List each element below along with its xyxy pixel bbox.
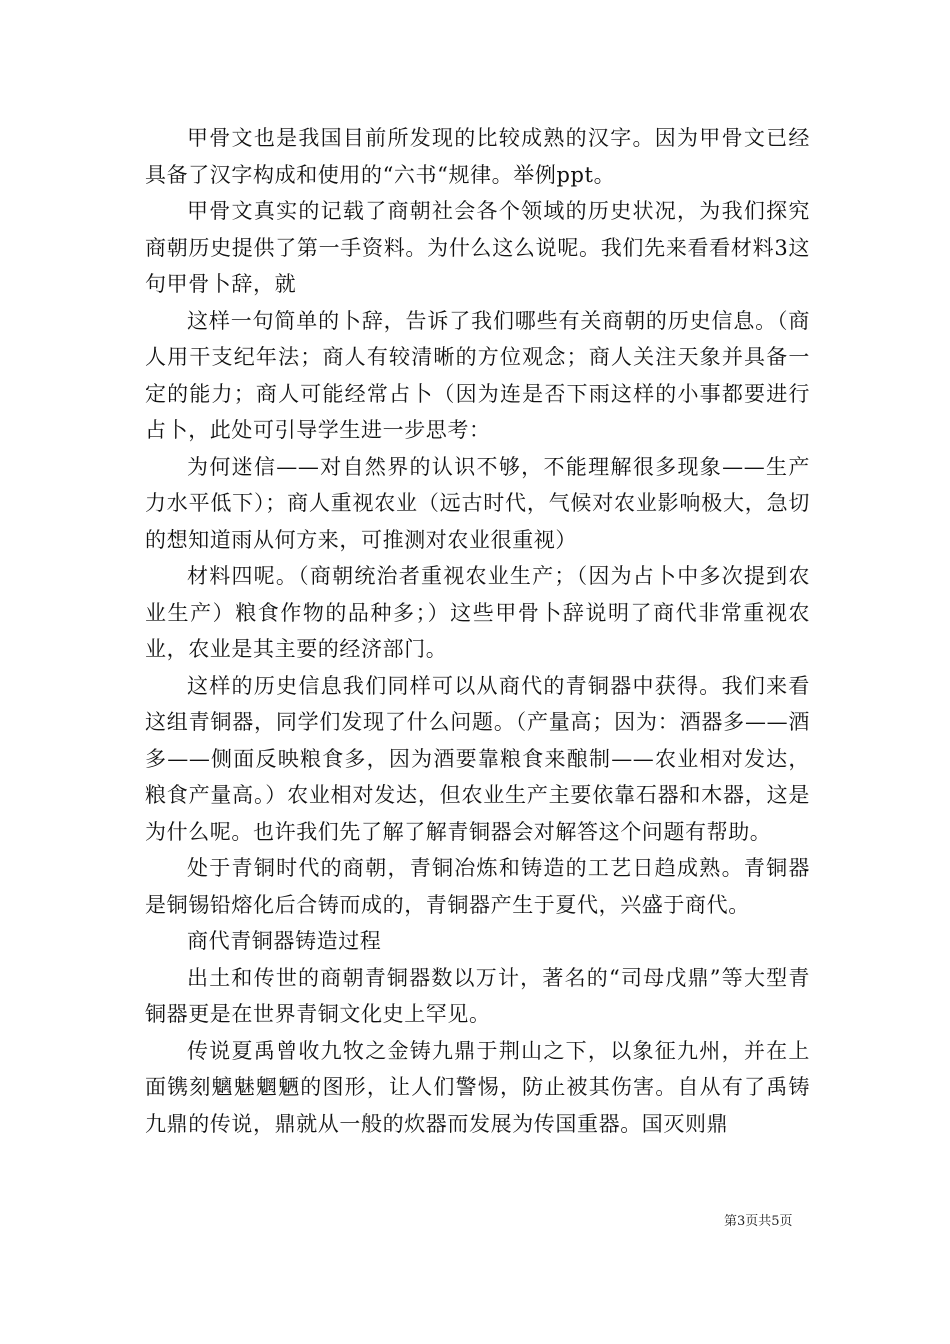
paragraph-1: 甲骨文也是我国目前所发现的比较成熟的汉字。因为甲骨文已经具备了汉字构成和使用的“六书“规律。举例ppt。 — [145, 126, 810, 187]
paragraph-5: 材料四呢。（商朝统治者重视农业生产；（因为占卜中多次提到农业生产）粮食作物的品种多；）这些甲骨卜辞说明了商代非常重视农业，农业是其主要的经济部门。 — [145, 564, 810, 661]
paragraph-2: 甲骨文真实的记载了商朝社会各个领域的历史状况，为我们探究商朝历史提供了第一手资料。为什么这么说呢。我们先来看看材料3这句甲骨卜辞，就 — [145, 199, 810, 296]
paragraph-3: 这样一句简单的卜辞，告诉了我们哪些有关商朝的历史信息。（商人用干支纪年法；商人有较清晰的方位观念；商人关注天象并具备一定的能力；商人可能经常占卜（因为连是否下雨这样的小事都要进行占卜，此处可引导学生进一步思考： — [145, 308, 810, 442]
paragraph-4: 为何迷信——对自然界的认识不够，不能理解很多现象——生产力水平低下）；商人重视农业（远古时代，气候对农业影响极大，急切的想知道雨从何方来，可推测对农业很重视） — [145, 454, 810, 552]
paragraph-9: 传说夏禹曾收九牧之金铸九鼎于荆山之下，以象征九州，并在上面镌刻魑魅魍魉的图形，让人们警惕，防止被其伤害。自从有了禹铸九鼎的传说，鼎就从一般的炊器而发展为传国重器。国灭则鼎 — [145, 1038, 810, 1136]
section-caption: 商代青铜器铸造过程 — [187, 929, 382, 953]
paragraph-6: 这样的历史信息我们同样可以从商代的青铜器中获得。我们来看这组青铜器，同学们发现了什么问题。（产量高；因为：酒器多——酒多——侧面反映粮食多，因为酒要靠粮食来酿制——农业相对发达，粮食产量高。）农业相对发达，但农业生产主要依靠石器和木器，这是为什么呢。也许我们先了解了解青铜器会对解答这个问题有帮助。 — [145, 673, 810, 844]
paragraph-8: 出土和传世的商朝青铜器数以万计，著名的“司母戊鼎”等大型青铜器更是在世界青铜文化史上罕见。 — [145, 965, 810, 1026]
paragraph-7: 处于青铜时代的商朝，青铜冶炼和铸造的工艺日趋成熟。青铜器是铜锡铅熔化后合铸而成的，青铜器产生于夏代，兴盛于商代。 — [145, 856, 810, 917]
document-body — [145, 120, 810, 1142]
page-number: 第3页共5页 — [724, 1214, 793, 1229]
